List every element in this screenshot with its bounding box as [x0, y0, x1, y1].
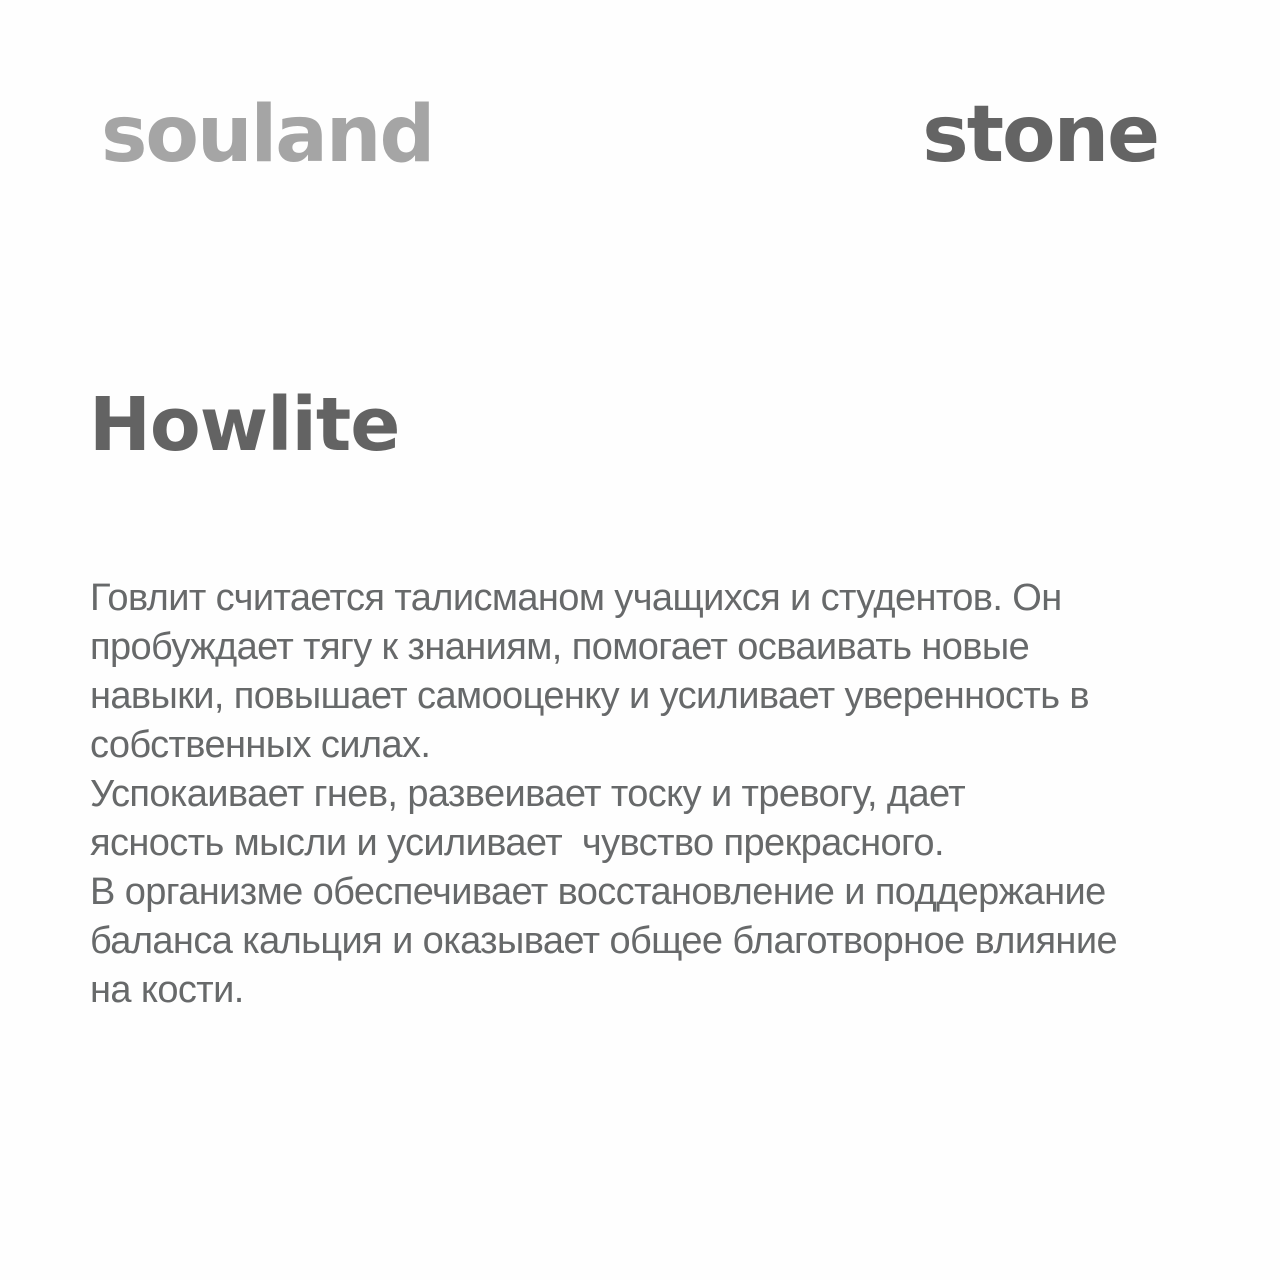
description-line: собственных силах. [90, 724, 431, 766]
brand-name-stone: stone [922, 90, 1158, 180]
description-line: Говлит считается талисманом учащихся и студентов. Он [90, 577, 1062, 619]
stone-description [90, 574, 1220, 1015]
description-line: Успокаивает гнев, развеивает тоску и тревогу, дает [90, 773, 966, 815]
stone-title: Howlite [89, 382, 400, 468]
description-line: пробуждает тягу к знаниям, помогает осваивать новые [90, 626, 1030, 668]
brand-name-souland: souland [101, 90, 434, 180]
description-line: В организме обеспечивает восстановление и поддержание [90, 871, 1106, 913]
description-line: баланса кальция и оказывает общее благотворное влияние [90, 920, 1117, 962]
description-line: на кости. [90, 969, 244, 1011]
description-line: ясность мысли и усиливает чувство прекрасного. [90, 822, 944, 864]
description-line: навыки, повышает самооценку и усиливает уверенность в [90, 675, 1089, 717]
